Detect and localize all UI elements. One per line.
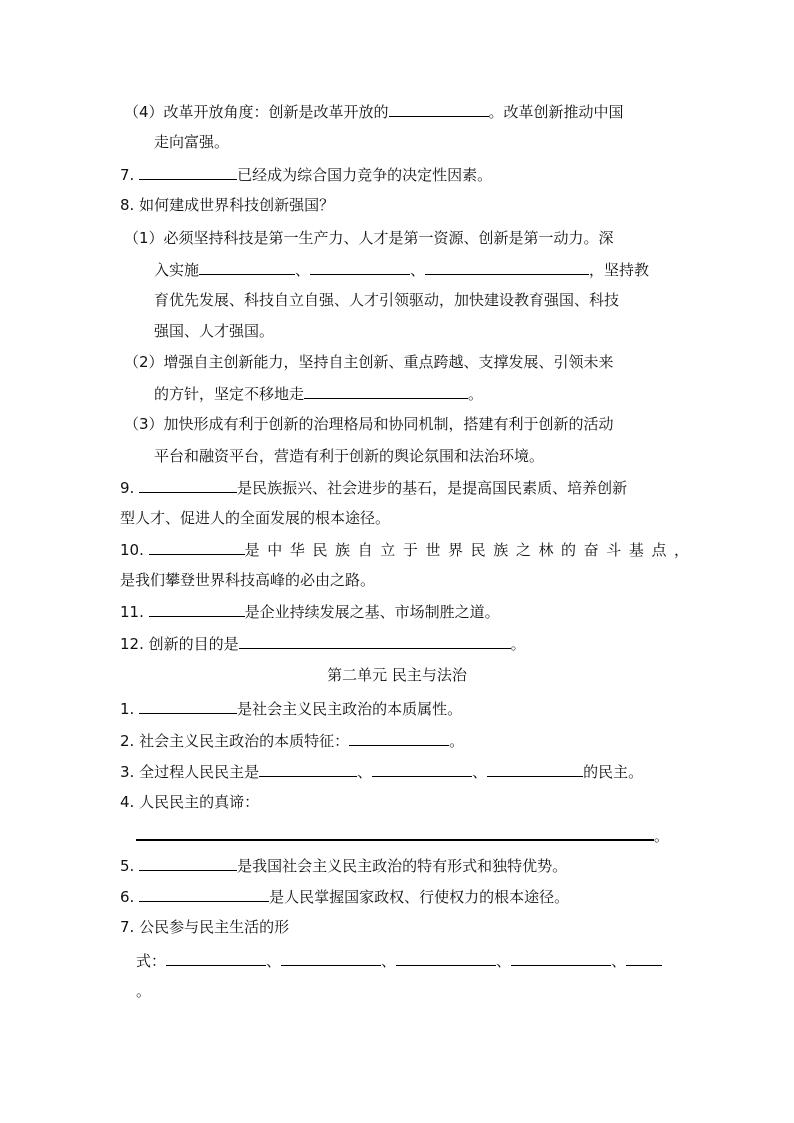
answer-blank[interactable] xyxy=(149,601,245,617)
q8-2-line2 xyxy=(154,383,483,404)
question-number: 11. xyxy=(120,603,144,621)
u2-q1-line xyxy=(120,698,462,719)
answer-blank[interactable] xyxy=(372,761,472,777)
answer-blank[interactable] xyxy=(349,730,449,746)
text: 式： xyxy=(136,952,167,970)
q9-line1 xyxy=(120,477,627,498)
text: 。 xyxy=(449,732,465,750)
answer-blank[interactable] xyxy=(281,950,381,966)
text: ，坚持教 xyxy=(589,261,650,279)
answer-blank[interactable] xyxy=(310,259,410,275)
answer-blank[interactable] xyxy=(626,950,662,966)
q6-4-line2: 走向富强。 xyxy=(154,133,230,151)
text: 。改革创新推动中国 xyxy=(488,103,624,121)
text: 、 xyxy=(266,952,282,970)
answer-blank[interactable] xyxy=(259,761,357,777)
text: 是民族振兴、社会进步的基石，是提高国民素质、培养创新 xyxy=(237,479,628,497)
question-number: 6. xyxy=(120,888,135,906)
u2-q2-line xyxy=(120,730,464,751)
text: 、 xyxy=(611,952,627,970)
u2-q3-line xyxy=(120,761,643,782)
text: 的民主。 xyxy=(583,763,644,781)
text: 的方针，坚定不移地走 xyxy=(154,385,305,403)
text: 是人民掌握国家政权、行使权力的根本途径。 xyxy=(269,888,570,906)
q6-4-line1 xyxy=(124,101,624,122)
answer-blank[interactable] xyxy=(425,259,589,275)
u2-q4-line1: 4. 人民民主的真谛： xyxy=(120,793,260,811)
answer-blank[interactable] xyxy=(239,633,511,649)
text: 是社会主义民主政治的本质属性。 xyxy=(237,700,463,718)
text: 。 xyxy=(654,827,670,845)
text: 是中华民族自立于世界民族之林的奋斗基点， xyxy=(244,541,697,559)
text: 已经成为综合国力竞争的决定性因素。 xyxy=(237,166,493,184)
u2-q6-line xyxy=(120,886,569,907)
question-number: 5. xyxy=(120,857,135,875)
text: 是企业持续发展之基、市场制胜之道。 xyxy=(244,603,500,621)
answer-blank[interactable] xyxy=(139,855,237,871)
answer-blank[interactable] xyxy=(487,761,583,777)
answer-blank[interactable] xyxy=(149,539,245,555)
q12-line xyxy=(120,633,526,654)
q8-2-line1: （2）增强自主创新能力，坚持自主创新、重点跨越、支撑发展、引领未来 xyxy=(124,353,614,371)
q8-3-line2: 平台和融资平台，营造有利于创新的舆论氛围和法治环境。 xyxy=(154,447,545,465)
q8-3-line1: （3）加快形成有利于创新的治理格局和协同机制，搭建有利于创新的活动 xyxy=(124,415,614,433)
answer-blank[interactable] xyxy=(304,383,468,399)
q11-line xyxy=(120,601,500,622)
text: 12. 创新的目的是 xyxy=(120,635,239,653)
u2-q7-line2 xyxy=(136,950,662,971)
answer-blank[interactable] xyxy=(139,164,237,180)
answer-blank[interactable] xyxy=(139,886,269,902)
text: 。 xyxy=(510,635,526,653)
answer-blank[interactable] xyxy=(199,259,295,275)
q8-1-line2 xyxy=(154,259,649,280)
text: 入实施 xyxy=(154,261,200,279)
text: 是我国社会主义民主政治的特有形式和独特优势。 xyxy=(237,857,568,875)
question-number: 10. xyxy=(120,541,144,559)
text: 。 xyxy=(468,385,484,403)
unit2-title: 第二单元 民主与法治 xyxy=(327,666,467,684)
q9-line2: 型人才、促进人的全面发展的根本途径。 xyxy=(120,509,391,527)
u2-q4-line2 xyxy=(136,824,669,846)
u2-q7-line1: 7. 公民参与民主生活的形 xyxy=(120,918,290,936)
answer-blank[interactable] xyxy=(166,950,266,966)
text: 、 xyxy=(410,261,426,279)
q8-line: 8. 如何建成世界科技创新强国？ xyxy=(120,196,335,214)
answer-blank[interactable] xyxy=(511,950,611,966)
question-number: 1. xyxy=(120,700,135,718)
question-number: 9. xyxy=(120,479,135,497)
q10-line1 xyxy=(120,539,697,560)
text: 、 xyxy=(472,763,488,781)
q8-1-line4: 强国、人才强国。 xyxy=(154,322,275,340)
q8-1-line1: （1）必须坚持科技是第一生产力、人才是第一资源、创新是第一动力。深 xyxy=(124,229,614,247)
answer-blank[interactable] xyxy=(139,698,237,714)
u2-q5-line xyxy=(120,855,567,876)
text: 、 xyxy=(496,952,512,970)
question-number: 7. xyxy=(120,166,135,184)
answer-blank[interactable] xyxy=(136,824,654,841)
q7-line xyxy=(120,164,492,185)
answer-blank[interactable] xyxy=(396,950,496,966)
text: 、 xyxy=(357,763,373,781)
q10-line2: 是我们攀登世界科技高峰的必由之路。 xyxy=(120,571,376,589)
answer-blank[interactable] xyxy=(389,101,489,117)
q8-1-line3: 育优先发展、科技自立自强、人才引领驱动，加快建设教育强国、科技 xyxy=(154,291,620,309)
text: （4）改革开放角度：创新是改革开放的 xyxy=(124,103,389,121)
u2-q7-line3: 。 xyxy=(136,982,152,1000)
text: 、 xyxy=(381,952,397,970)
text: 、 xyxy=(295,261,311,279)
answer-blank[interactable] xyxy=(139,477,237,493)
text: 2. 社会主义民主政治的本质特征： xyxy=(120,732,350,750)
text: 3. 全过程人民民主是 xyxy=(120,763,260,781)
